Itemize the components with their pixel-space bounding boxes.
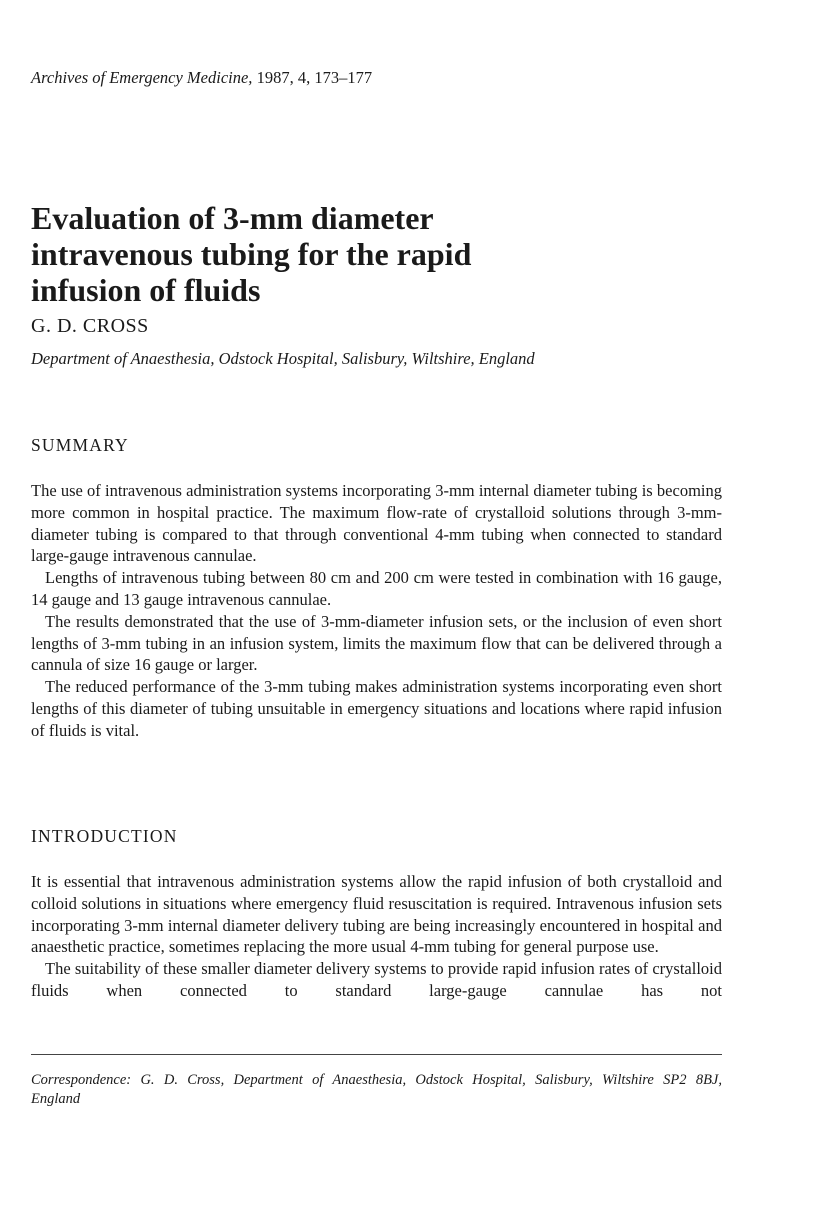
- author-affiliation: Department of Anaesthesia, Odstock Hospital, Salisbury, Wiltshire, England: [31, 349, 535, 368]
- article-title: [31, 200, 731, 308]
- summary-section: [31, 480, 722, 742]
- footnote-line: Correspondence: G. D. Cross, Department of Anaesthesia, Odstock Hospital, Salisbury, Wiltshire SP2 8BJ,: [31, 1072, 722, 1088]
- journal-volume-pages: 1987, 4, 173–177: [256, 68, 373, 87]
- summary-paragraph: The use of intravenous administration systems incorporating 3-mm internal diameter tubing is becoming more common in hospital practice. The maximum flow-rate of crystalloid solutions through 3-mm-diameter tubing is compared to that through conventional 4-mm tubing when connected to standard large-gauge intravenous cannulae.: [31, 481, 722, 566]
- introduction-heading: INTRODUCTION: [31, 826, 178, 846]
- summary-paragraph: Lengths of intravenous tubing between 80 cm and 200 cm were tested in combination with 16 gauge, 14 gauge and 13 gauge intravenous cannulae.: [31, 568, 722, 609]
- summary-heading: SUMMARY: [31, 435, 129, 455]
- journal-citation: [31, 68, 372, 88]
- footnote-divider: [31, 1054, 722, 1055]
- summary-paragraph: The reduced performance of the 3-mm tubing makes administration systems incorporating even short lengths of this diameter of tubing unsuitable in emergency situations and locations where rapid infusion of fluids is vital.: [31, 677, 722, 740]
- footnote-line: England: [31, 1091, 81, 1107]
- title-line: infusion of fluids: [31, 272, 261, 308]
- introduction-section: [31, 871, 722, 1002]
- introduction-paragraph: It is essential that intravenous administration systems allow the rapid infusion of both crystalloid and colloid solutions in situations where emergency fluid resuscitation is required. Intravenous infusion sets incorporating 3-mm internal diameter delivery tubing are being increasingly encountered in hospital and anaesthetic practice, sometimes replacing the more usual 4-mm tubing for general purpose use.: [31, 872, 722, 957]
- author-name: G. D. CROSS: [31, 315, 149, 337]
- summary-paragraph: The results demonstrated that the use of 3-mm-diameter infusion sets, or the inclusion of even short lengths of 3-mm tubing in an infusion system, limits the maximum flow that can be delivered through a cannula of size 16 gauge or larger.: [31, 611, 722, 675]
- correspondence-footnote: [31, 1071, 722, 1109]
- journal-name: Archives of Emergency Medicine,: [31, 68, 253, 87]
- title-line: intravenous tubing for the rapid: [31, 236, 472, 272]
- introduction-paragraph: The suitability of these smaller diameter delivery systems to provide rapid infusion rates of crystalloid fluids when connected to standard large-gauge cannulae has not: [31, 959, 722, 1000]
- title-line: Evaluation of 3-mm diameter: [31, 200, 434, 236]
